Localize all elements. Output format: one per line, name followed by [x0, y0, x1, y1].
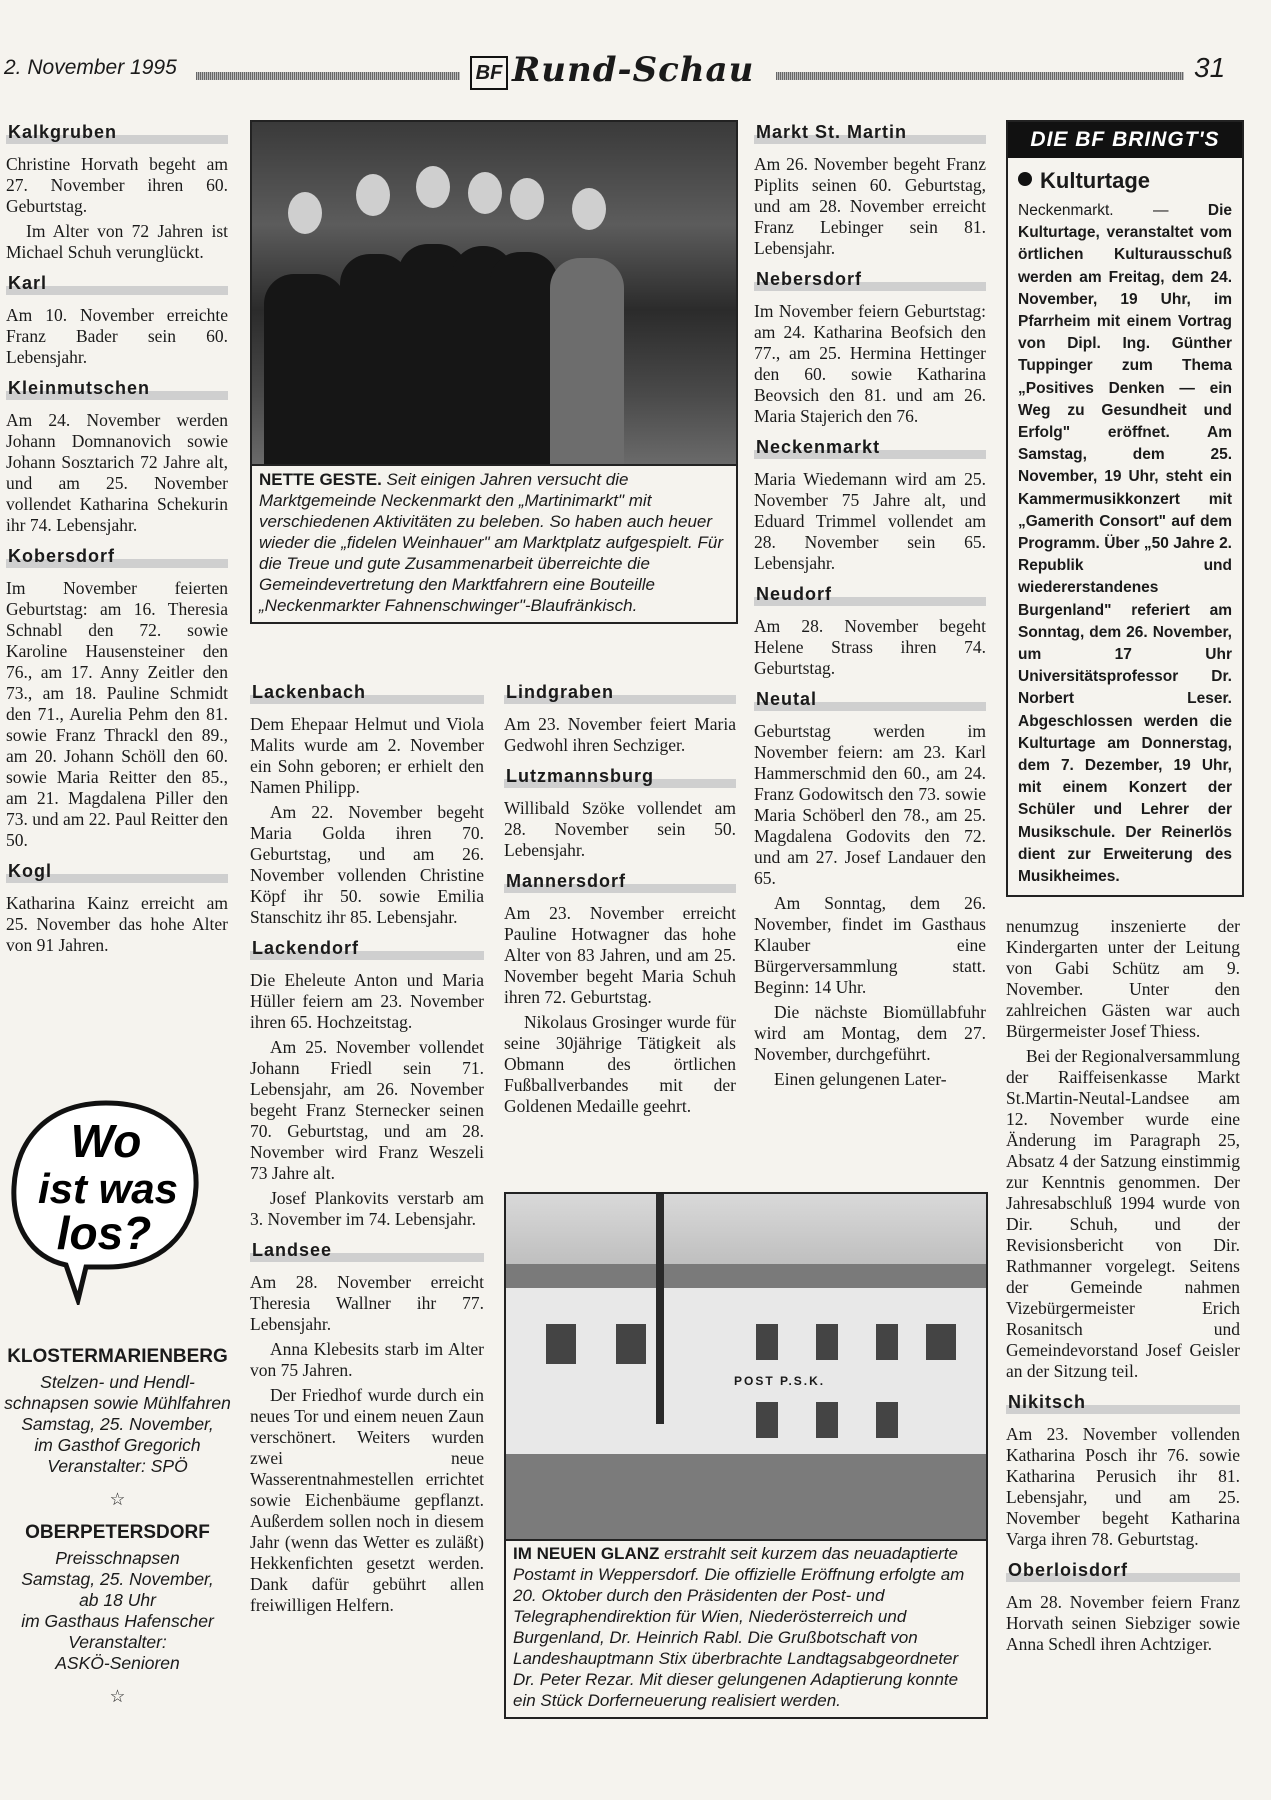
article-paragraph: Am 10. November erreichte Franz Bader sein 60. Lebensjahr.	[6, 305, 228, 367]
page-header	[0, 52, 1271, 92]
article-paragraph: Christine Horvath begeht am 27. November ihren 60. Geburtstag.	[6, 154, 228, 216]
issue-date: 2. November 1995	[4, 56, 177, 79]
box-title-text: Kulturtage	[1040, 168, 1150, 193]
bf-logo: BF	[470, 56, 508, 90]
section-heading: Karl	[6, 273, 228, 295]
article-paragraph: Am 26. November begeht Franz Piplits seinen 60. Geburtstag, und am 28. November erreicht Franz Lebinger sein 81. Lebensjahr.	[754, 154, 986, 258]
event-line: ASKÖ-Senioren	[55, 1653, 180, 1673]
box-title	[1018, 168, 1232, 194]
section-heading: Nikitsch	[1006, 1392, 1240, 1414]
section-heading: Kleinmutschen	[6, 378, 228, 400]
article-paragraph: Dem Ehepaar Helmut und Viola Malits wurde am 2. November ein Sohn geboren; er erhielt den Namen Philipp.	[250, 714, 484, 797]
caption-im-neuen-glanz	[504, 1539, 988, 1719]
event-line: Veranstalter: SPÖ	[47, 1456, 188, 1476]
event-line: im Gasthaus Hafenscher	[21, 1611, 214, 1631]
column-5	[1006, 916, 1240, 1659]
section-heading: Lutzmannsburg	[504, 766, 736, 788]
article-paragraph: Willibald Szöke vollendet am 28. November sein 50. Lebensjahr.	[504, 798, 736, 860]
event-line: Stelzen- und Hendl-	[40, 1372, 195, 1392]
column-1	[6, 112, 228, 960]
bubble-line-3: los?	[56, 1207, 152, 1259]
bullet-icon	[1018, 172, 1032, 186]
article-paragraph: Geburtstag werden im November feiern: am 23. Karl Hammerschmid den 60., am 24. Franz Godowitsch den 73. sowie Maria Schöberl den 78., am 25. Magdalena Godovits den 72. und am 27. Josef Landauer den 65.	[754, 721, 986, 888]
article-paragraph: Am 22. November begeht Maria Golda ihren 70. Geburtstag, und am 26. November vollenden Christine Köpf ihr 50. sowie Emilia Stanschitz ihr 85. Lebensjahr.	[250, 802, 484, 927]
article-paragraph: nenumzug inszenierte der Kindergarten unter der Leitung von Gabi Schütz am 9. November. Unter den zahlreichen Gästen war auch Bürgermeister Josef Thiess.	[1006, 916, 1240, 1041]
article-paragraph: Am 23. November feiert Maria Gedwohl ihren Sechziger.	[504, 714, 736, 755]
header-rule-left	[196, 72, 460, 80]
caption-1-lead: NETTE GESTE.	[259, 470, 382, 489]
article-paragraph: Die nächste Biomüllabfuhr wird am Montag, dem 27. November, durchgeführt.	[754, 1002, 986, 1064]
article-paragraph: Maria Wiedemann wird am 25. November 75 Jahre alt, und Eduard Trimmel vollendet am 28. November sein 65. Lebensjahr.	[754, 469, 986, 573]
article-paragraph: Im November feierten Geburtstag: am 16. Theresia Schnabl den 72. sowie Karoline Hausensteiner den 76., am 17. Anny Zeitler den 73., am 18. Pauline Schmidt den 71., Aurelia Pehm den 81. sowie Franz Thrackl den 89., am 20. Johann Schöll den 60. sowie Maria Reitter den 85., am 21. Magdalena Piller den 73. und am 22. Paul Reitter den 50.	[6, 578, 228, 850]
section-heading: Kogl	[6, 861, 228, 883]
section-heading: Neudorf	[754, 584, 986, 606]
header-rule-right	[776, 72, 1184, 80]
section-heading: Oberloisdorf	[1006, 1560, 1240, 1582]
article-paragraph: Am 28. November erreicht Theresia Wallner ihr 77. Lebensjahr.	[250, 1272, 484, 1334]
page-number: 31	[1194, 52, 1226, 83]
article-paragraph: Der Friedhof wurde durch ein neues Tor und einem neuen Zaun verschönert. Weiters wurden zwei neue Wasserentnahmestellen errichtet sowie Eichenbäume gepflanzt. Außerdem sollen noch in diesem Jahr (wenn das Wetter es zuläßt) Hekkenfichten gesetzt werden. Dank dafür gebührt allen freiwilligen Helfern.	[250, 1385, 484, 1615]
section-heading: Mannersdorf	[504, 871, 736, 893]
article-paragraph: Im November feiern Geburtstag: am 24. Katharina Beofsich den 77., am 25. Hermina Hettinger den 60. sowie Katharina Beovsich den 81. und am 26. Maria Stajerich den 76.	[754, 301, 986, 426]
column-2	[250, 672, 484, 1620]
section-title: Rund-Schau	[512, 50, 755, 90]
article-paragraph: Am 28. November begeht Helene Strass ihren 74. Geburtstag.	[754, 616, 986, 678]
caption-2-text: erstrahlt seit kurzem das neuadaptierte Postamt in Weppersdorf. Die offizielle Eröffnung erfolgte am 20. Oktober durch den Präsidenten der Post- und Telegraphendirektion für Wien, Niederösterreich und Burgenland, Dr. Heinrich Rabl. Die Grußbotschaft von Landeshauptmann Stix überbrachte Landtagsabgeordneter Dr. Peter Rezar. Mit dieser gelungenen Adaptierung konnte ein Stück Dorferneuerung realisiert werden.	[513, 1544, 965, 1710]
event-line: Preisschnapsen	[55, 1548, 180, 1568]
article-paragraph: Am 28. November feiern Franz Horvath seinen Siebziger sowie Anna Schedl ihren Achtziger.	[1006, 1592, 1240, 1654]
article-paragraph: Nikolaus Grosinger wurde für seine 30jährige Tätigkeit als Obmann des örtlichen Fußballverbandes mit der Goldenen Medaille geehrt.	[504, 1012, 736, 1116]
photo-postamt-weppersdorf	[504, 1192, 988, 1541]
event-line: Veranstalter:	[68, 1632, 167, 1652]
article-paragraph: Die Eheleute Anton und Maria Hüller feiern am 23. November ihren 65. Hochzeitstag.	[250, 970, 484, 1032]
article-paragraph: Am 24. November werden Johann Domnanovich sowie Johann Sosztarich 72 Jahre alt, und am 25. November vollendet Katharina Schekurin ihr 74. Lebensjahr.	[6, 410, 228, 535]
speech-bubble-icon	[8, 1095, 204, 1305]
article-paragraph: Einen gelungenen Later-	[774, 1069, 947, 1089]
bf-bringts-box	[1006, 120, 1244, 897]
box-body: Die Kulturtage, veranstaltet vom örtlichen Kulturausschuß werden am Freitag, dem 24. November, 19 Uhr, im Pfarrheim mit einem Vortrag von Dipl. Ing. Günther Tuppinger zum Thema „Positives Denken — ein Weg zu Gesundheit und Erfolg" eröffnet. Am Samstag, dem 25. November, 19 Uhr, steht ein Kammermusikkonzert mit „Gamerith Consort" auf dem Programm. Über „50 Jahre 2. Republik und wiedererstandenes Burgenland" referiert am Sonntag, dem 26. November, um 17 Uhr Universitätsprofessor Dr. Norbert Leser. Abgeschlossen werden die Kulturtage am Donnerstag, dem 7. Dezember, 19 Uhr, mit einem Konzert der Schüler und Lehrer der Musikschule. Der Reinerlös dient zur Erweiterung des Musikheimes.	[1018, 202, 1232, 886]
article-paragraph: Am Sonntag, dem 26. November, findet im Gasthaus Klauber eine Bürgerversammlung statt. Beginn: 14 Uhr.	[754, 893, 986, 997]
event-line: Samstag, 25. November,	[21, 1414, 214, 1434]
section-heading: Landsee	[250, 1240, 484, 1262]
article-paragraph: Am 25. November vollendet Johann Friedl sein 71. Lebensjahr, am 26. November begeht Franz Sternecker seinen 70. Geburtstag, und am 28. November wird Franz Weszeli 73 Jahre alt.	[250, 1037, 484, 1183]
article-paragraph: Katharina Kainz erreicht am 25. November das hohe Alter von 91 Jahren.	[6, 893, 228, 955]
photo-nette-geste	[250, 120, 738, 466]
article-paragraph: Am 23. November erreicht Pauline Hotwagner das hohe Alter von 83 Jahren, und am 25. November begeht Maria Schuh ihren 72. Geburtstag.	[504, 903, 736, 1007]
event-place: OBERPETERSDORF	[25, 1522, 210, 1543]
box-header: DIE BF BRINGT'S	[1008, 122, 1242, 158]
box-text	[1018, 200, 1232, 888]
article-paragraph: Am 23. November vollenden Katharina Posch ihr 76. sowie Katharina Perusich ihr 81. Lebensjahr, und am 25. November begeht Katharina Varga ihren 78. Geburtstag.	[1006, 1424, 1240, 1549]
post-sign: POST P.S.K.	[734, 1374, 826, 1388]
section-heading: Lackenbach	[250, 682, 484, 704]
bubble-line-1: Wo	[70, 1115, 142, 1167]
article-paragraph: Anna Klebesits starb im Alter von 75 Jahren.	[250, 1339, 484, 1380]
wo-ist-was-los-bubble	[8, 1095, 204, 1305]
event-line: Samstag, 25. November,	[21, 1569, 214, 1589]
section-heading: Kobersdorf	[6, 546, 228, 568]
box-lead: Neckenmarkt. —	[1018, 202, 1208, 219]
caption-nette-geste	[250, 465, 738, 624]
article-paragraph: Im Alter von 72 Jahren ist Michael Schuh verunglückt.	[6, 221, 228, 262]
section-heading: Neutal	[754, 689, 986, 711]
caption-1-text: Seit einigen Jahren versucht die Marktgemeinde Neckenmarkt den „Martinimarkt" mit verschiedenen Aktivitäten zu beleben. So haben auch heuer wieder die „fidelen Weinhauer" am Marktplatz aufgespielt. Für die Treue und gute Zusammenarbeit überreichte die Gemeindevertretung den Marktfahrern eine Bouteille „Neckenmarkter Fahnenschwinger"-Blaufränkisch.	[259, 470, 723, 615]
section-heading: Nebersdorf	[754, 269, 986, 291]
article-paragraph: Josef Plankovits verstarb am 3. November im 74. Lebensjahr.	[250, 1188, 484, 1229]
article-paragraph: Bei der Regionalversammlung der Raiffeisenkasse Markt St.Martin-Neutal-Landsee am 12. November wurde eine Änderung im Paragraph 25, Absatz 4 der Satzung einstimmig zur Kenntnis genommen. Der Jahresabschluß 1994 wurde von Dir. Schuh, und der Revisionsbericht von Dir. Rathmanner vorgelegt. Seitens der Gemeinde nahmen Vizebürgermeister Erich Rosanitsch und Gemeindevorstand Josef Geisler an der Sitzung teil.	[1006, 1046, 1240, 1381]
caption-2-lead: IM NEUEN GLANZ	[513, 1544, 660, 1563]
event-listing	[0, 1340, 235, 1719]
bubble-line-2: ist was	[37, 1165, 179, 1212]
section-heading: Markt St. Martin	[754, 122, 986, 144]
section-heading: Kalkgruben	[6, 122, 228, 144]
event-line: schnapsen sowie Mühlfahren	[4, 1393, 231, 1413]
column-4	[754, 112, 986, 1094]
section-heading: Lackendorf	[250, 938, 484, 960]
event-place: KLOSTERMARIENBERG	[7, 1346, 228, 1367]
section-heading: Lindgraben	[504, 682, 736, 704]
section-heading: Neckenmarkt	[754, 437, 986, 459]
star-icon: ☆	[109, 1686, 126, 1706]
event-line: im Gasthof Gregorich	[34, 1435, 201, 1455]
column-3	[504, 672, 736, 1121]
event-line: ab 18 Uhr	[79, 1590, 156, 1610]
star-icon: ☆	[109, 1489, 126, 1509]
